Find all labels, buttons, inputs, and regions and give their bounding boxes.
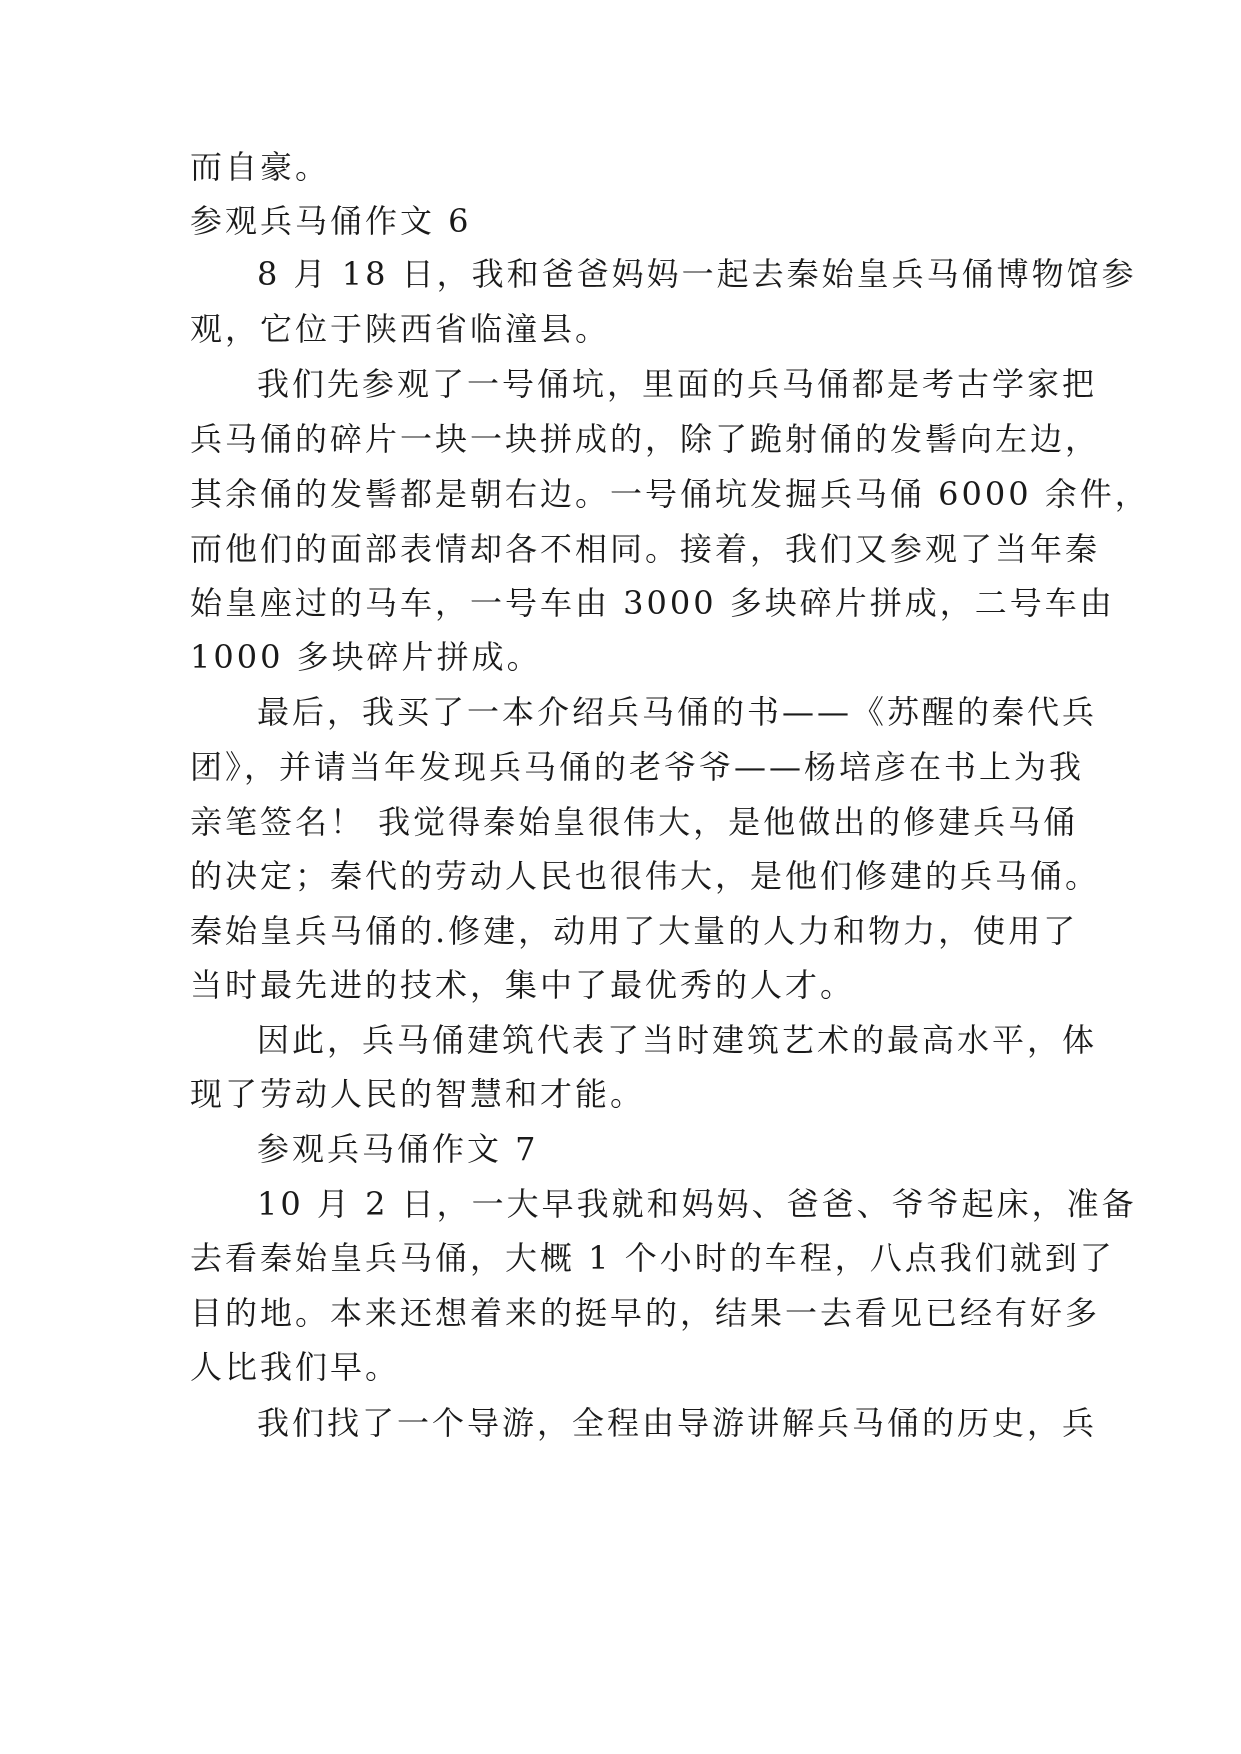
- text-line-7: 其余俑的发髻都是朝右边。一号俑坑发掘兵马俑 6000 余件，: [190, 475, 1150, 513]
- essay-title-7: 参观兵马俑作文 7: [257, 1130, 539, 1168]
- text-line-15: 秦始皇兵马俑的.修建，动用了大量的人力和物力，使用了: [190, 912, 1079, 950]
- text-line-3: 8 月 18 日，我和爸爸妈妈一起去秦始皇兵马俑博物馆参: [257, 255, 1137, 293]
- text-line-10: 1000 多块碎片拼成。: [190, 638, 542, 676]
- text-line-8: 而他们的面部表情却各不相同。接着，我们又参观了当年秦: [190, 530, 1101, 568]
- text-line-9: 始皇座过的马车，一号车由 3000 多块碎片拼成，二号车由: [190, 584, 1115, 622]
- text-line-18: 现了劳动人民的智慧和才能。: [190, 1075, 646, 1113]
- text-line-13: 亲笔签名！ 我觉得秦始皇很伟大，是他做出的修建兵马俑: [190, 803, 1079, 841]
- text-line-23: 人比我们早。: [190, 1348, 401, 1386]
- text-line-22: 目的地。本来还想着来的挺早的，结果一去看见已经有好多: [190, 1294, 1101, 1332]
- text-line-11: 最后，我买了一本介绍兵马俑的书——《苏醒的秦代兵: [257, 693, 1098, 731]
- text-line-5: 我们先参观了一号俑坑，里面的兵马俑都是考古学家把: [257, 365, 1098, 403]
- text-line-4: 观，它位于陕西省临潼县。: [190, 310, 611, 348]
- essay-title-6: 参观兵马俑作文 6: [190, 202, 472, 240]
- text-line-1: 而自豪。: [190, 148, 331, 186]
- text-line-21: 去看秦始皇兵马俑，大概 1 个小时的车程，八点我们就到了: [190, 1239, 1115, 1277]
- text-line-24: 我们找了一个导游，全程由导游讲解兵马俑的历史，兵: [257, 1404, 1098, 1442]
- text-line-14: 的决定；秦代的劳动人民也很伟大，是他们修建的兵马俑。: [190, 857, 1101, 895]
- text-line-20: 10 月 2 日，一大早我就和妈妈、爸爸、爷爷起床，准备: [257, 1185, 1137, 1223]
- text-line-6: 兵马俑的碎片一块一块拼成的，除了跪射俑的发髻向左边，: [190, 420, 1101, 458]
- text-line-16: 当时最先进的技术，集中了最优秀的人才。: [190, 966, 856, 1004]
- text-line-12: 团》，并请当年发现兵马俑的老爷爷——杨培彦在书上为我: [190, 748, 1085, 786]
- text-line-17: 因此，兵马俑建筑代表了当时建筑艺术的最高水平，体: [257, 1021, 1098, 1059]
